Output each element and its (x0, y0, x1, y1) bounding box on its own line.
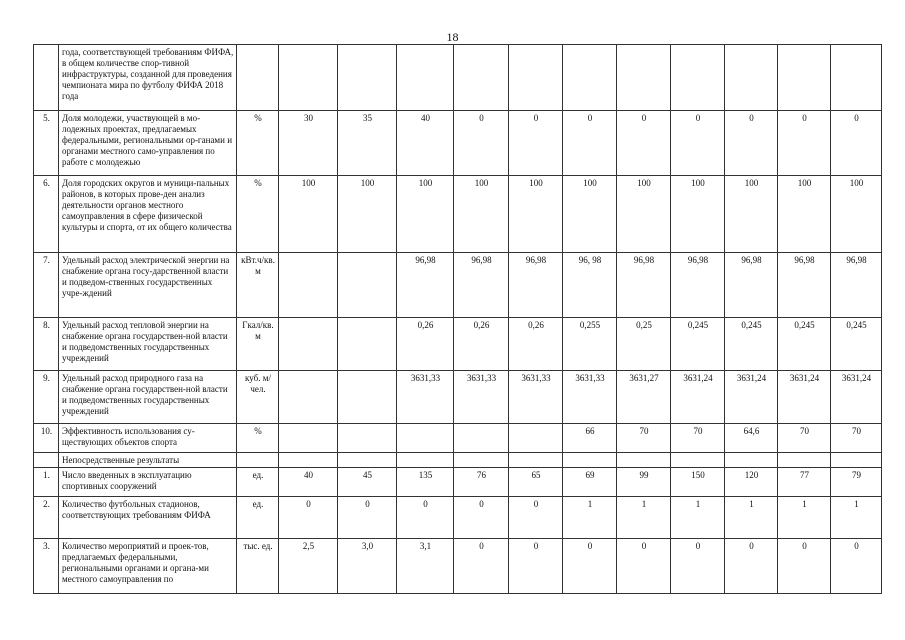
value-cell (509, 45, 563, 111)
value-cell: 0 (617, 111, 671, 176)
row-number: 1. (34, 468, 59, 497)
value-cell: 99 (617, 468, 671, 497)
value-cell: 0 (279, 497, 338, 539)
value-cell (279, 318, 338, 371)
value-cell: 100 (509, 176, 563, 253)
value-cell (397, 45, 454, 111)
value-cell (831, 453, 882, 468)
table-row (34, 371, 882, 424)
value-cell: 1 (617, 497, 671, 539)
value-cell (671, 453, 725, 468)
value-cell (617, 45, 671, 111)
unit-cell: % (237, 424, 279, 453)
value-cell (778, 453, 831, 468)
unit-cell: % (237, 111, 279, 176)
value-cell: 0 (397, 497, 454, 539)
value-cell: 0,245 (725, 318, 778, 371)
value-cell (338, 253, 397, 318)
unit-cell: кВт.ч/кв. м (237, 253, 279, 318)
value-cell: 69 (563, 468, 617, 497)
value-cell: 0 (831, 111, 882, 176)
value-cell: 100 (279, 176, 338, 253)
value-cell: 3631,33 (509, 371, 563, 424)
unit-cell: ед. (237, 497, 279, 539)
value-cell: 100 (671, 176, 725, 253)
value-cell: 3631,24 (725, 371, 778, 424)
value-cell: 96,98 (397, 253, 454, 318)
value-cell: 66 (563, 424, 617, 453)
value-cell: 65 (509, 468, 563, 497)
row-number (34, 45, 59, 111)
value-cell: 0,255 (563, 318, 617, 371)
unit-cell: ед. (237, 468, 279, 497)
value-cell: 96,98 (831, 253, 882, 318)
indicator-name: Количество мероприятий и проек-тов, предлагаемых федеральными, региональными органами и органа-ми местного самоуправления по (59, 539, 237, 594)
indicator-name: года, соответствующей требованиям ФИФА, в общем количестве спор-тивной инфраструктуры, созданной для проведения чемпионата мира по футболу ФИФА 2018 года (59, 45, 237, 111)
table-body (34, 45, 882, 594)
value-cell: 79 (831, 468, 882, 497)
value-cell: 0 (831, 539, 882, 594)
value-cell: 100 (454, 176, 509, 253)
value-cell (725, 45, 778, 111)
row-number (34, 453, 59, 468)
unit-cell: куб. м/чел. (237, 371, 279, 424)
value-cell: 150 (671, 468, 725, 497)
value-cell: 0,245 (831, 318, 882, 371)
indicator-name: Удельный расход электрической энергии на снабжение органа госу-дарственной власти и подведом-ственных государственных учре-ждений (59, 253, 237, 318)
table-row (34, 318, 882, 371)
value-cell (338, 45, 397, 111)
value-cell: 70 (671, 424, 725, 453)
row-number: 9. (34, 371, 59, 424)
row-number: 5. (34, 111, 59, 176)
value-cell: 0 (509, 111, 563, 176)
value-cell (831, 45, 882, 111)
value-cell: 0 (671, 539, 725, 594)
indicator-name: Эффективность использования су-ществующих объектов спорта (59, 424, 237, 453)
row-number: 2. (34, 497, 59, 539)
indicator-name: Количество футбольных стадионов, соответствующих требованиям ФИФА (59, 497, 237, 539)
value-cell: 30 (279, 111, 338, 176)
page-number: 18 (446, 30, 459, 44)
table-row (34, 176, 882, 253)
value-cell: 3631,24 (831, 371, 882, 424)
value-cell: 3,1 (397, 539, 454, 594)
value-cell (563, 453, 617, 468)
row-number: 6. (34, 176, 59, 253)
unit-cell: Гкал/кв. м (237, 318, 279, 371)
row-number: 8. (34, 318, 59, 371)
value-cell (279, 45, 338, 111)
value-cell (279, 453, 338, 468)
value-cell: 1 (778, 497, 831, 539)
value-cell (454, 453, 509, 468)
value-cell (617, 453, 671, 468)
value-cell: 0 (454, 111, 509, 176)
table-row (34, 453, 882, 468)
row-number: 7. (34, 253, 59, 318)
value-cell: 0 (778, 539, 831, 594)
value-cell: 0 (454, 539, 509, 594)
value-cell: 70 (617, 424, 671, 453)
value-cell: 70 (778, 424, 831, 453)
value-cell: 3631,33 (454, 371, 509, 424)
value-cell: 100 (617, 176, 671, 253)
value-cell: 96,98 (454, 253, 509, 318)
value-cell (397, 453, 454, 468)
value-cell: 1 (831, 497, 882, 539)
value-cell: 0 (454, 497, 509, 539)
value-cell: 0 (671, 111, 725, 176)
indicator-name: Доля молодежи, участвующей в мо-лодежных проектах, предлагаемых федеральными, региональными ор-ганами и органами местного само-управления по работе с молодежью (59, 111, 237, 176)
value-cell: 0 (509, 539, 563, 594)
value-cell: 100 (397, 176, 454, 253)
value-cell (279, 253, 338, 318)
unit-cell: % (237, 176, 279, 253)
value-cell: 96,98 (671, 253, 725, 318)
value-cell: 0 (778, 111, 831, 176)
table-row (34, 539, 882, 594)
value-cell: 100 (563, 176, 617, 253)
unit-cell (237, 45, 279, 111)
value-cell: 1 (671, 497, 725, 539)
indicators-table (33, 44, 882, 594)
value-cell: 0,26 (397, 318, 454, 371)
value-cell: 100 (725, 176, 778, 253)
value-cell (279, 371, 338, 424)
table-row (34, 424, 882, 453)
value-cell (397, 424, 454, 453)
value-cell: 45 (338, 468, 397, 497)
value-cell: 96,98 (617, 253, 671, 318)
value-cell: 0 (563, 111, 617, 176)
value-cell: 1 (725, 497, 778, 539)
value-cell: 40 (279, 468, 338, 497)
value-cell: 70 (831, 424, 882, 453)
value-cell: 0 (617, 539, 671, 594)
indicator-name: Непосредственные результаты (59, 453, 237, 468)
table-row (34, 45, 882, 111)
value-cell: 76 (454, 468, 509, 497)
value-cell (454, 424, 509, 453)
value-cell (778, 45, 831, 111)
table-row (34, 253, 882, 318)
value-cell: 3631,27 (617, 371, 671, 424)
value-cell: 40 (397, 111, 454, 176)
value-cell: 96, 98 (563, 253, 617, 318)
value-cell (671, 45, 725, 111)
value-cell: 100 (831, 176, 882, 253)
value-cell: 64,6 (725, 424, 778, 453)
value-cell: 3631,33 (397, 371, 454, 424)
indicator-name: Удельный расход тепловой энергии на снабжение органа государствен-ной власти и подведомственных государственных учреждений (59, 318, 237, 371)
value-cell: 0 (338, 497, 397, 539)
value-cell: 100 (778, 176, 831, 253)
value-cell (563, 45, 617, 111)
value-cell: 0 (725, 539, 778, 594)
indicator-name: Число введенных в эксплуатацию спортивных сооружений (59, 468, 237, 497)
value-cell: 3,0 (338, 539, 397, 594)
table-row (34, 468, 882, 497)
value-cell: 0,26 (509, 318, 563, 371)
value-cell (509, 453, 563, 468)
value-cell (338, 318, 397, 371)
indicator-name: Удельный расход природного газа на снабжение органа государствен-ной власти и подведомственных государственных учреждений (59, 371, 237, 424)
value-cell: 0,245 (778, 318, 831, 371)
value-cell: 0 (509, 497, 563, 539)
unit-cell: тыс. ед. (237, 539, 279, 594)
value-cell: 77 (778, 468, 831, 497)
value-cell: 0 (563, 539, 617, 594)
value-cell (725, 453, 778, 468)
value-cell: 100 (338, 176, 397, 253)
table-row (34, 111, 882, 176)
table-row (34, 497, 882, 539)
indicator-name: Доля городских округов и муници-пальных районов, в которых прове-ден анализ деятельности органов местного самоуправления в сфере физической культуры и спорта, от их общего количества (59, 176, 237, 253)
value-cell: 120 (725, 468, 778, 497)
value-cell: 3631,33 (563, 371, 617, 424)
value-cell (454, 45, 509, 111)
value-cell (338, 371, 397, 424)
value-cell: 96,98 (509, 253, 563, 318)
value-cell: 2,5 (279, 539, 338, 594)
value-cell: 96,98 (778, 253, 831, 318)
value-cell: 1 (563, 497, 617, 539)
value-cell: 0,26 (454, 318, 509, 371)
value-cell: 0,25 (617, 318, 671, 371)
row-number: 10. (34, 424, 59, 453)
value-cell: 0 (725, 111, 778, 176)
value-cell: 3631,24 (778, 371, 831, 424)
row-number: 3. (34, 539, 59, 594)
unit-cell (237, 453, 279, 468)
value-cell: 0,245 (671, 318, 725, 371)
value-cell: 135 (397, 468, 454, 497)
value-cell (509, 424, 563, 453)
value-cell (338, 424, 397, 453)
value-cell (338, 453, 397, 468)
value-cell: 35 (338, 111, 397, 176)
value-cell: 3631,24 (671, 371, 725, 424)
value-cell: 96,98 (725, 253, 778, 318)
value-cell (279, 424, 338, 453)
